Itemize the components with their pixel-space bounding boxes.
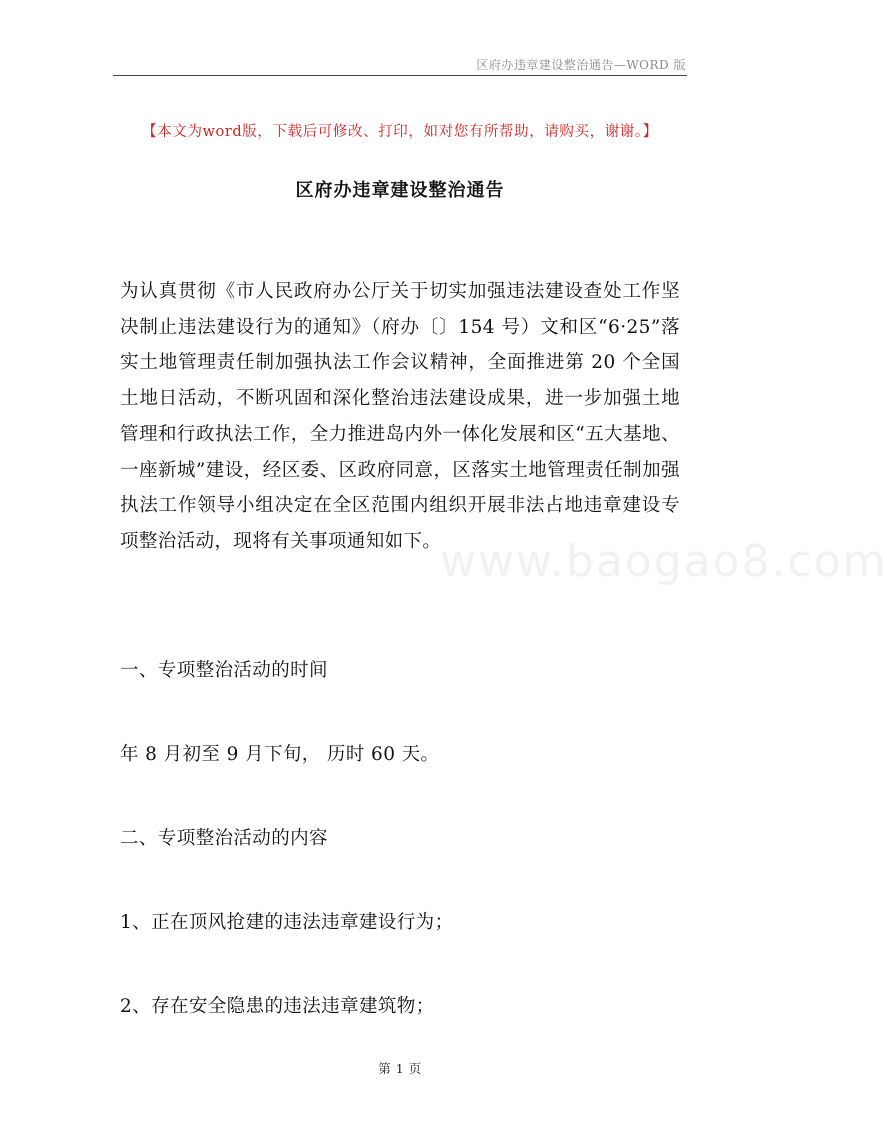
document-title: 区府办违章建设整治通告 bbox=[295, 180, 505, 201]
list-item: 2、存在安全隐患的违法违章建筑物； bbox=[120, 996, 435, 1017]
download-notice: 【本文为word版，下载后可修改、打印，如对您有所帮助，请购买，谢谢。】 bbox=[142, 124, 658, 140]
running-header: 区府办违章建设整治通告—WORD 版 bbox=[476, 58, 686, 72]
list-item: 1、正在顶风抢建的违法违章建设行为； bbox=[120, 912, 454, 933]
intro-paragraph: 为认真贯彻《市人民政府办公厅关于切实加强违法建设查处工作坚决制止违法建设行为的通知》（府办〔〕154 号）文和区“6·25”落实土地管理责任制加强执法工作会议精神，全面推进第 20 个全国土地日活动，不断巩固和深化整治违法建设成果，进一步加强土地管理和行政执法工作，全力推进岛内外一体化发展和区“五大基地、一座新城”建设，经区委、区政府同意，区落实土地管理责任制加强执法工作领导小组决定在全区范围内组织开展非法占地违章建设专项整治活动，现将有关事项通知如下。 bbox=[120, 281, 680, 552]
section-1-text: 年 8 月初至 9 月下旬， 历时 60 天。 bbox=[120, 744, 440, 765]
header-divider bbox=[113, 75, 687, 76]
section-2-heading: 二、专项整治活动的内容 bbox=[120, 828, 328, 849]
watermark: www.baogao8.com bbox=[440, 536, 887, 587]
page-number: 第 1 页 bbox=[378, 1061, 422, 1076]
section-1-heading: 一、专项整治活动的时间 bbox=[120, 660, 328, 681]
